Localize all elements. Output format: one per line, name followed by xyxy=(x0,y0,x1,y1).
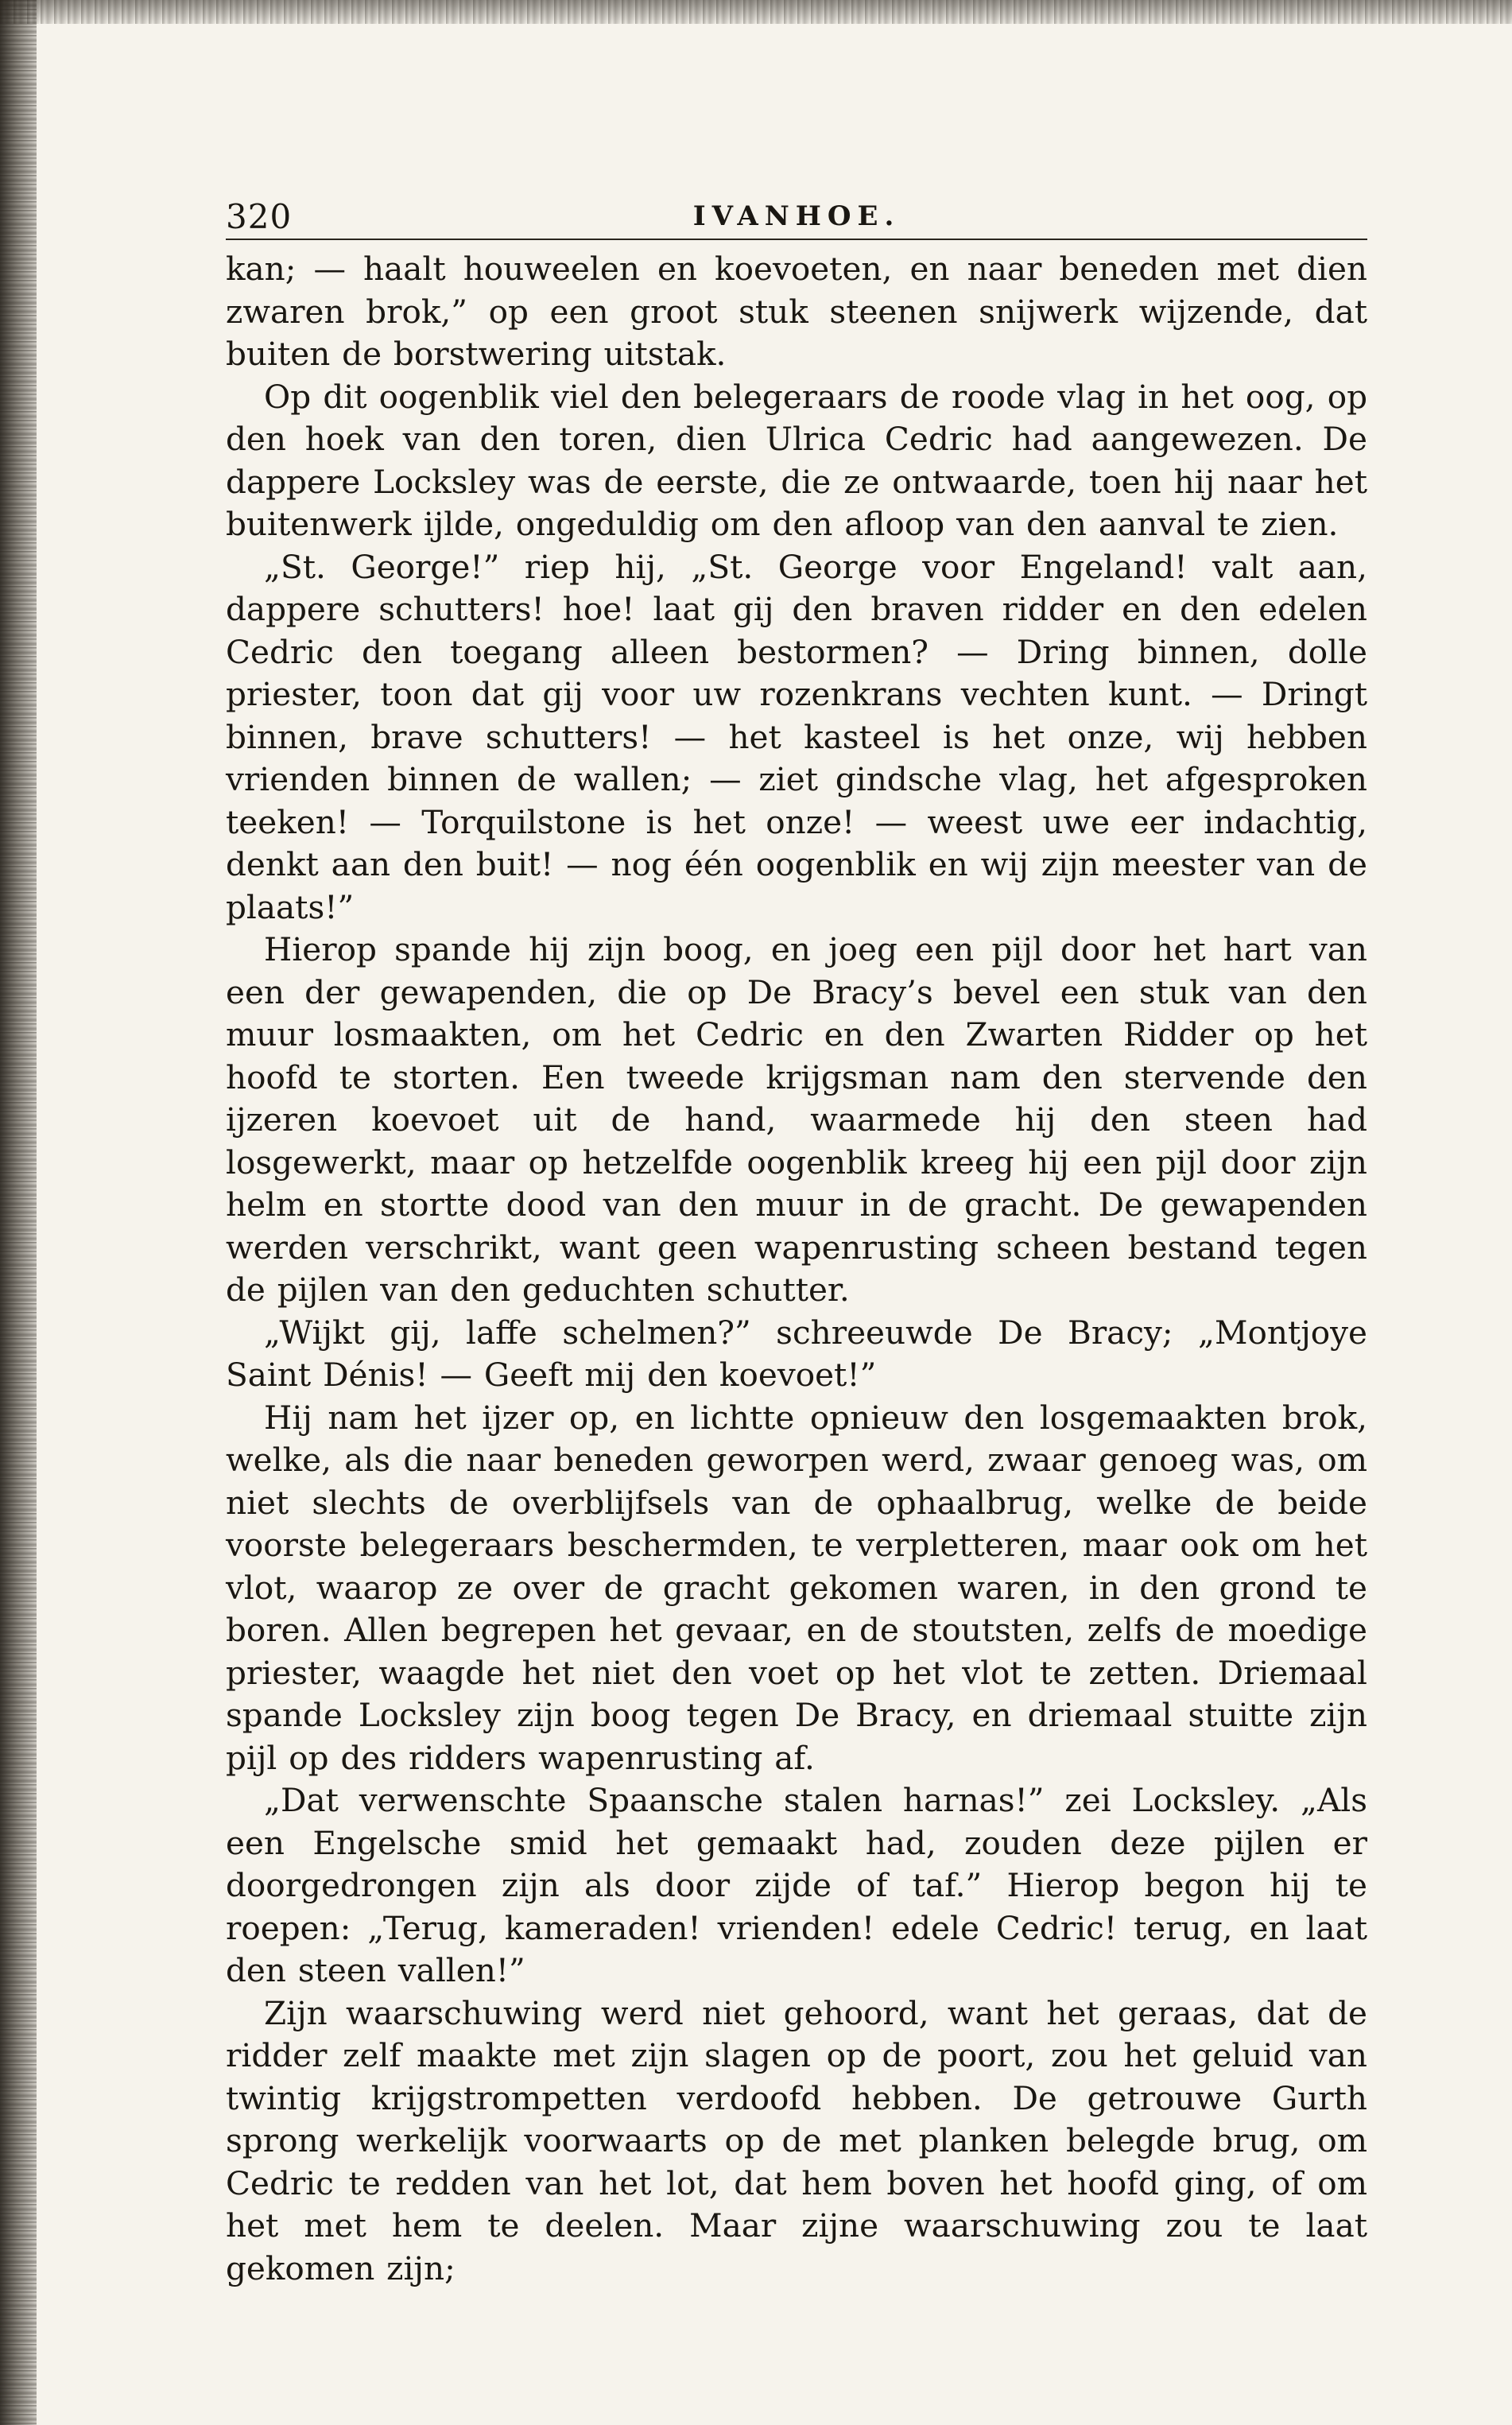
running-head xyxy=(226,183,1367,240)
paragraph: „St. George!” riep hij, „St. George voor Engeland! valt aan, dappere schutters! hoe! laat gij den braven ridder en den edelen Cedric den toegang alleen bestormen? — Dring binnen, dolle priester, toon dat gij voor uw rozenkrans vechten kunt. — Dringt binnen, brave schutters! — het kasteel is het onze, wij hebben vrienden binnen de wallen; — ziet gindsche vlag, het afgesproken teeken! — Torquilstone is het onze! — weest uwe eer indachtig, denkt aan den buit! — nog één oogenblik en wij zijn meester van de plaats!” xyxy=(226,547,1367,926)
paragraph: „Wijkt gij, laffe schelmen?” schreeuwde De Bracy; „Montjoye Saint Dénis! — Geeft mij den koevoet!” xyxy=(226,1313,1367,1394)
book-page xyxy=(226,183,1367,2290)
paragraph: „Dat verwenschte Spaansche stalen harnas!” zei Locksley. „Als een Engelsche smid het gemaakt had, zouden deze pijlen er doorgedrongen zijn als door zijde of taf.” Hierop begon hij te roepen: „Terug, kameraden! vrienden! edele Cedric! terug, en laat den steen vallen!” xyxy=(226,1781,1367,1989)
paragraph: Op dit oogenblik viel den belegeraars de roode vlag in het oog, op den hoek van den toren, dien Ulrica Cedric had aangewezen. De dappere Locksley was de eerste, die ze ontwaarde, toen hij naar het buitenwerk ijlde, ongeduldig om den afloop van den aanval te zien. xyxy=(226,377,1367,543)
body-text xyxy=(226,248,1367,2290)
scan-edge-top xyxy=(0,0,1512,24)
paragraph: Hij nam het ijzer op, en lichtte opnieuw den losgemaakten brok, welke, als die naar beneden geworpen werd, zwaar genoeg was, om niet slechts de overblijfsels van de ophaalbrug, welke de beide voorste belegeraars beschermden, te verpletteren, maar ook om het vlot, waarop ze over de gracht gekomen waren, in den grond te boren. Allen begrepen het gevaar, en de stoutsten, zelfs de moedige priester, waagde het niet den voet op het vlot te zetten. Driemaal spande Locksley zijn boog tegen De Bracy, en driemaal stuitte zijn pijl op des ridders wapenrusting af. xyxy=(226,1398,1367,1777)
running-title: IVANHOE. xyxy=(692,200,901,232)
page-number: 320 xyxy=(226,197,293,236)
paragraph: kan; — haalt houweelen en koevoeten, en naar beneden met dien zwaren brok,” op een groot stuk steenen snijwerk wijzende, dat buiten de borstwering uitstak. xyxy=(226,250,1367,373)
scan-edge-left xyxy=(0,0,37,2425)
paragraph: Zijn waarschuwing werd niet gehoord, want het geraas, dat de ridder zelf maakte met zijn slagen op de poort, zou het geluid van twintig krijgstrompetten verdoofd hebben. De getrouwe Gurth sprong werkelijk voorwaarts op de met planken belegde brug, om Cedric te redden van het lot, dat hem boven het hoofd ging, of om het met hem te deelen. Maar zijne waarschuwing zou te laat gekomen zijn; xyxy=(226,1993,1367,2287)
paragraph: Hierop spande hij zijn boog, en joeg een pijl door het hart van een der gewapenden, die op De Bracy’s bevel een stuk van den muur losmaakten, om het Cedric en den Zwarten Ridder op het hoofd te storten. Een tweede krijgsman nam den stervende den ijzeren koevoet uit de hand, waarmede hij den steen had losgewerkt, maar op hetzelfde oogenblik kreeg hij een pijl door zijn helm en stortte dood van den muur in de gracht. De gewapenden werden verschrikt, want geen wapenrusting scheen bestand tegen de pijlen van den geduchten schutter. xyxy=(226,930,1367,1309)
